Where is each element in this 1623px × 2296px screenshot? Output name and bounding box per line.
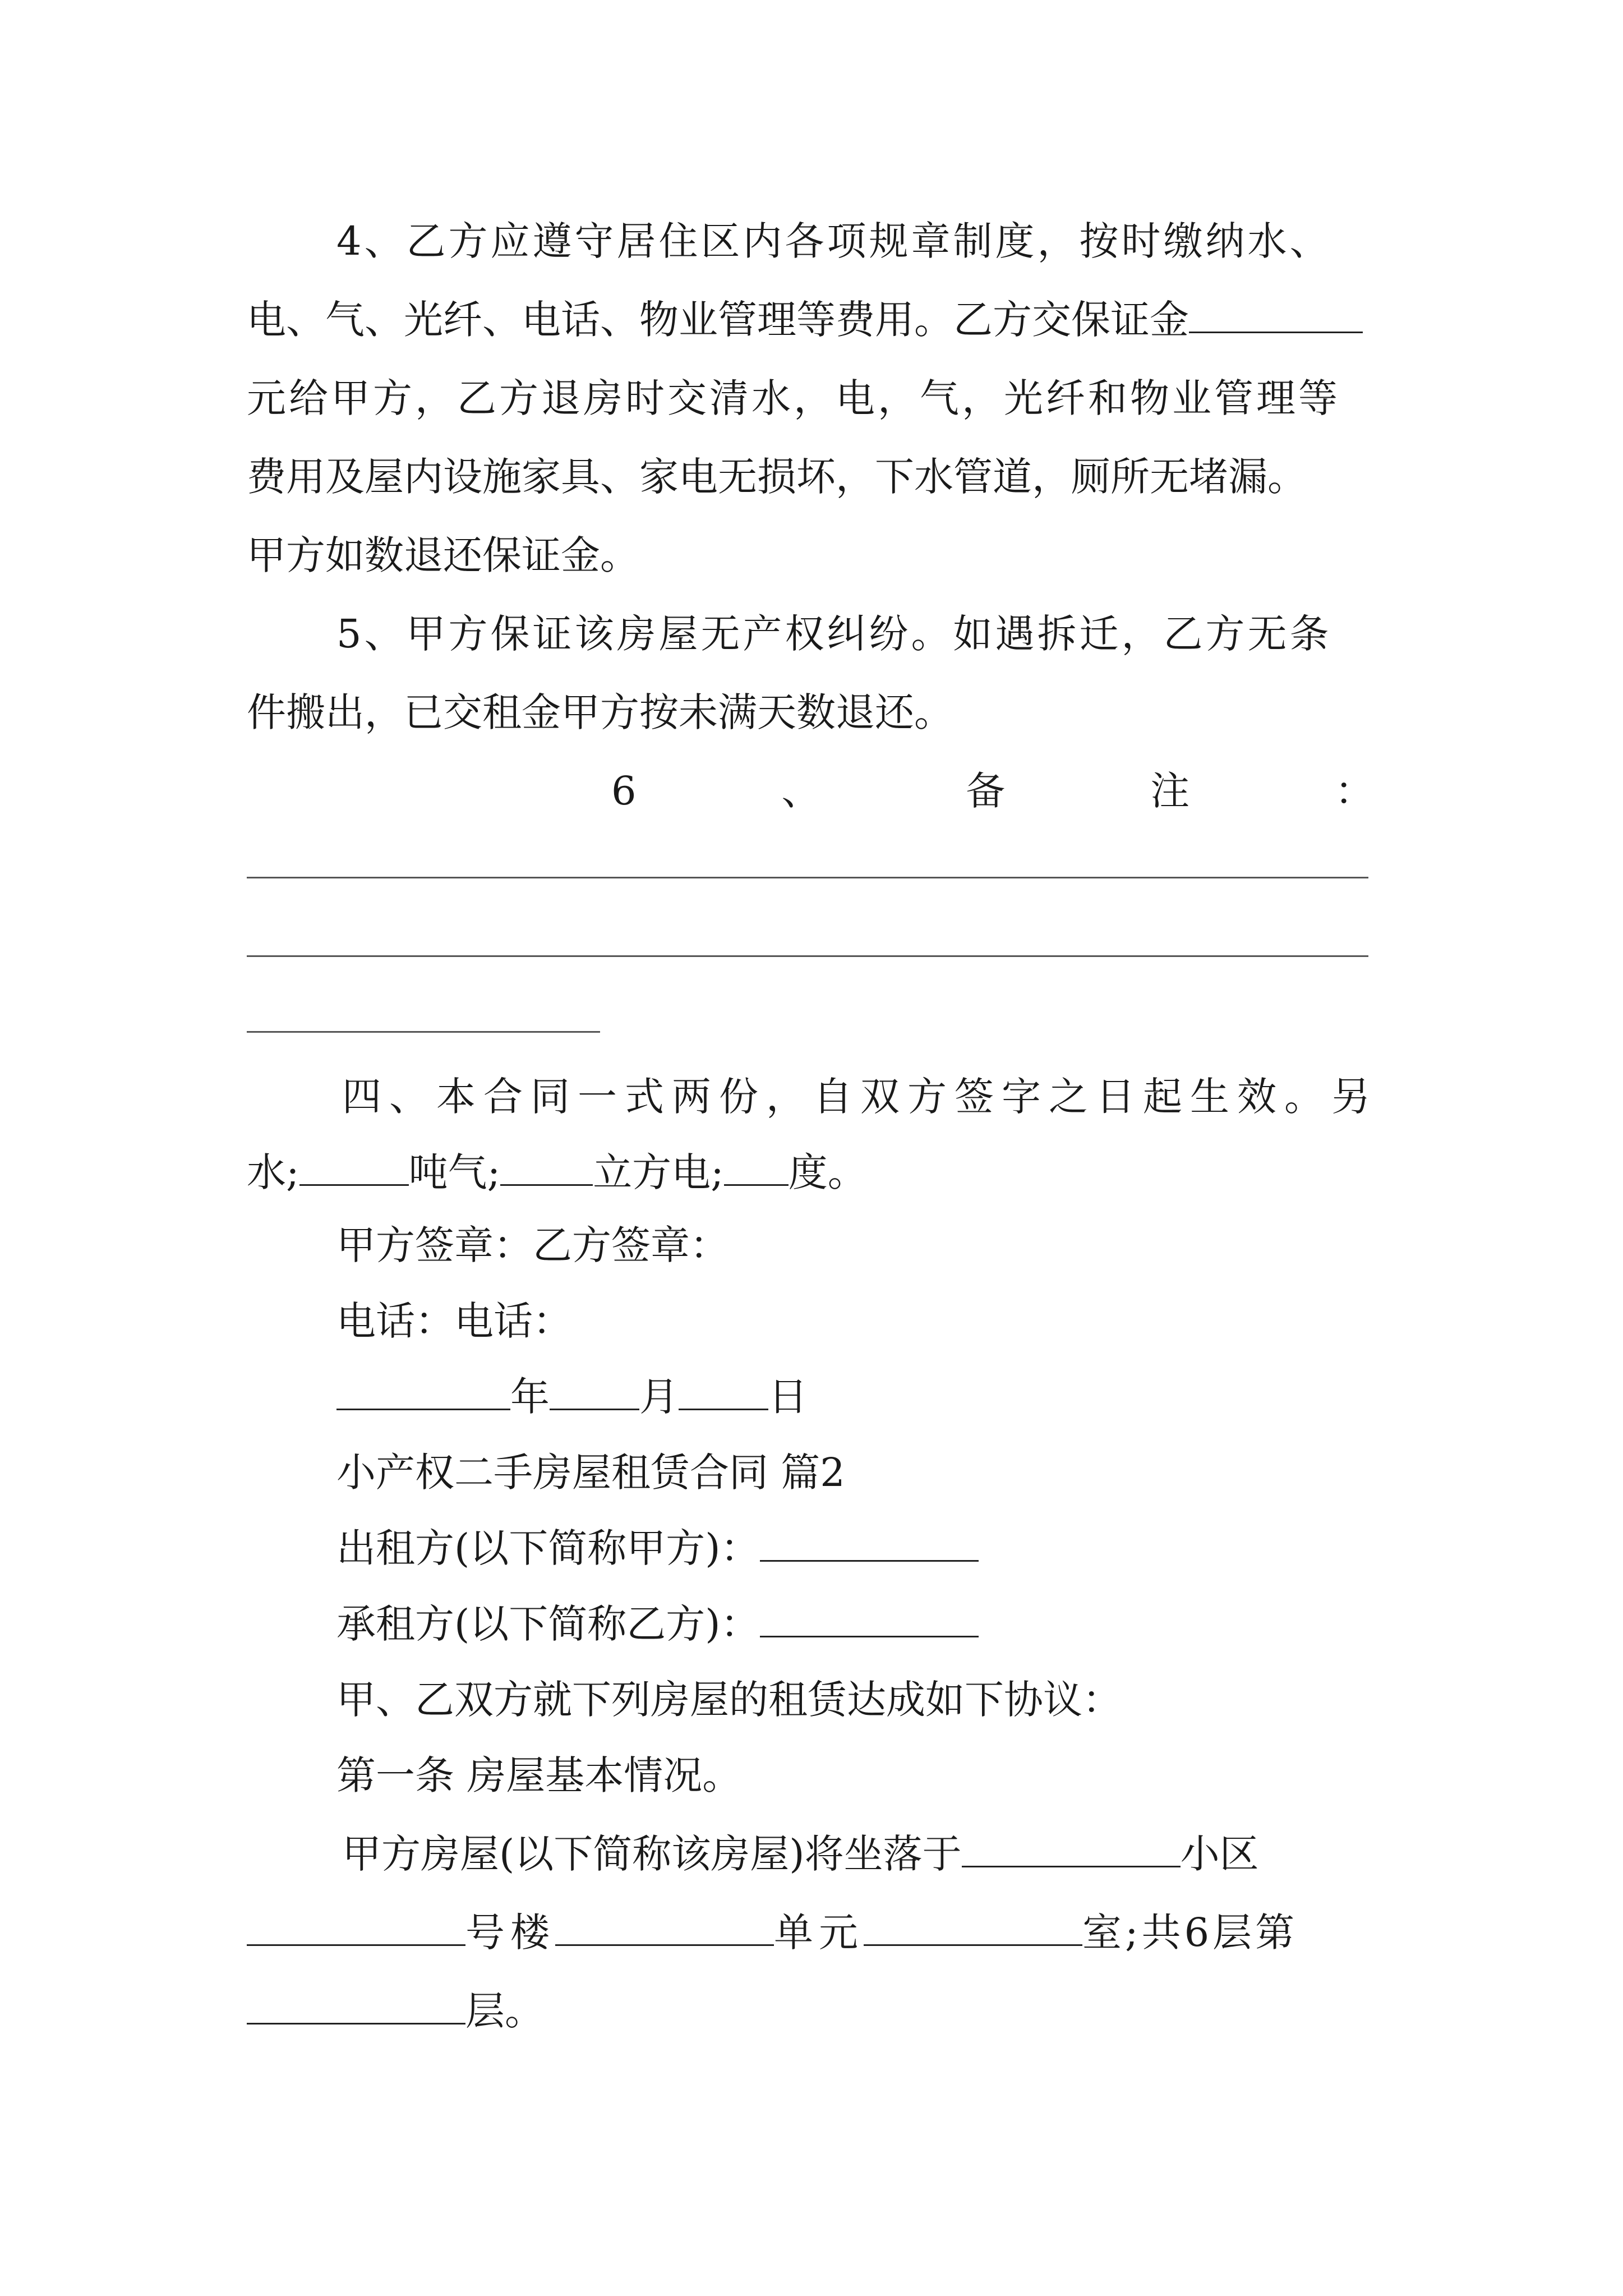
remark-rule-1 [247, 877, 1368, 878]
house-line-2 [247, 1904, 1298, 1961]
remark-heading [611, 763, 1374, 819]
lessor-label: 出租方(以下简称甲方)： [336, 1525, 760, 1571]
remark-char-5: ： [1334, 768, 1374, 814]
house-line-1 [342, 1826, 1259, 1882]
unit-label: 单元 [774, 1910, 864, 1955]
xiaoqu-blank [247, 1905, 465, 1946]
signature-line: 甲方签章：乙方签章： [336, 1222, 729, 1268]
paragraph-4-line-5: 甲方如数退还保证金。 [247, 532, 639, 578]
paragraph-4-line-2-text: 电、气、光纤、电话、物业管理等费用。乙方交保证金 [247, 297, 1189, 343]
article-1-heading: 第一条 房屋基本情况。 [336, 1752, 742, 1798]
degree-label: 度。 [788, 1149, 867, 1195]
xiaoqu-label: 小区 [1180, 1831, 1259, 1877]
section-4-line-1: 四、本合同一式两份，自双方签字之日起生效。另 [342, 1074, 1378, 1120]
gas-blank [500, 1145, 593, 1186]
water-label: 水; [247, 1149, 299, 1195]
building-label: 号楼 [465, 1910, 555, 1955]
contract-2-title: 小产权二手房屋租赁合同 篇2 [336, 1450, 845, 1496]
building-blank [555, 1905, 774, 1946]
day-label: 日 [768, 1374, 808, 1420]
electric-blank [724, 1145, 789, 1186]
phone-line: 电话：电话： [336, 1298, 572, 1344]
remark-char-4: 注 [1150, 768, 1190, 814]
lessor-line [336, 1520, 979, 1576]
remark-rule-3 [247, 1031, 600, 1033]
remark-rule-2 [247, 955, 1368, 957]
section-4-line-2 [247, 1144, 867, 1200]
ton-label: 吨气; [408, 1149, 501, 1195]
location-blank [962, 1826, 1181, 1867]
agreement-line: 甲、乙双方就下列房屋的租赁达成如下协议： [336, 1677, 1122, 1723]
year-blank [336, 1369, 510, 1410]
paragraph-5-line-2: 件搬出，已交租金甲方按未满天数退还。 [247, 689, 953, 735]
lessor-blank [760, 1521, 979, 1562]
remark-char-2: 、 [781, 768, 821, 814]
remark-char-1: 6 [611, 768, 637, 814]
remark-char-3: 备 [966, 768, 1006, 814]
paragraph-4-line-1: 4、乙方应遵守居住区内各项规章制度，按时缴纳水、 [336, 218, 1332, 264]
paragraph-4-line-2 [247, 292, 1363, 348]
paragraph-4-line-3: 元给甲方，乙方退房时交清水，电，气，光纤和物业管理等 [247, 375, 1340, 421]
paragraph-5-line-1: 5、甲方保证该房屋无产权纠纷。如遇拆迁，乙方无条 [336, 611, 1332, 657]
lessee-label: 承租方(以下简称乙方)： [336, 1601, 760, 1647]
cubic-label: 立方电; [593, 1149, 724, 1195]
unit-blank [864, 1905, 1082, 1946]
water-blank [299, 1145, 409, 1186]
lessee-blank [760, 1596, 979, 1637]
day-blank [679, 1369, 768, 1410]
paragraph-4-line-4: 费用及屋内设施家具、家电无损坏，下水管道，厕所无堵漏。 [247, 454, 1307, 500]
year-label: 年 [510, 1374, 550, 1420]
floor-label: 层。 [465, 1988, 544, 2034]
month-label: 月 [639, 1374, 679, 1420]
house-line-3 [247, 1983, 544, 2039]
lessee-line [336, 1596, 979, 1652]
house-location-label: 甲方房屋(以下简称该房屋)将坐落于 [342, 1831, 962, 1877]
date-line [336, 1369, 808, 1425]
floor-blank [247, 1984, 465, 2024]
room-label: 室;共6层第 [1082, 1910, 1298, 1955]
deposit-blank [1189, 292, 1363, 333]
month-blank [550, 1369, 639, 1410]
